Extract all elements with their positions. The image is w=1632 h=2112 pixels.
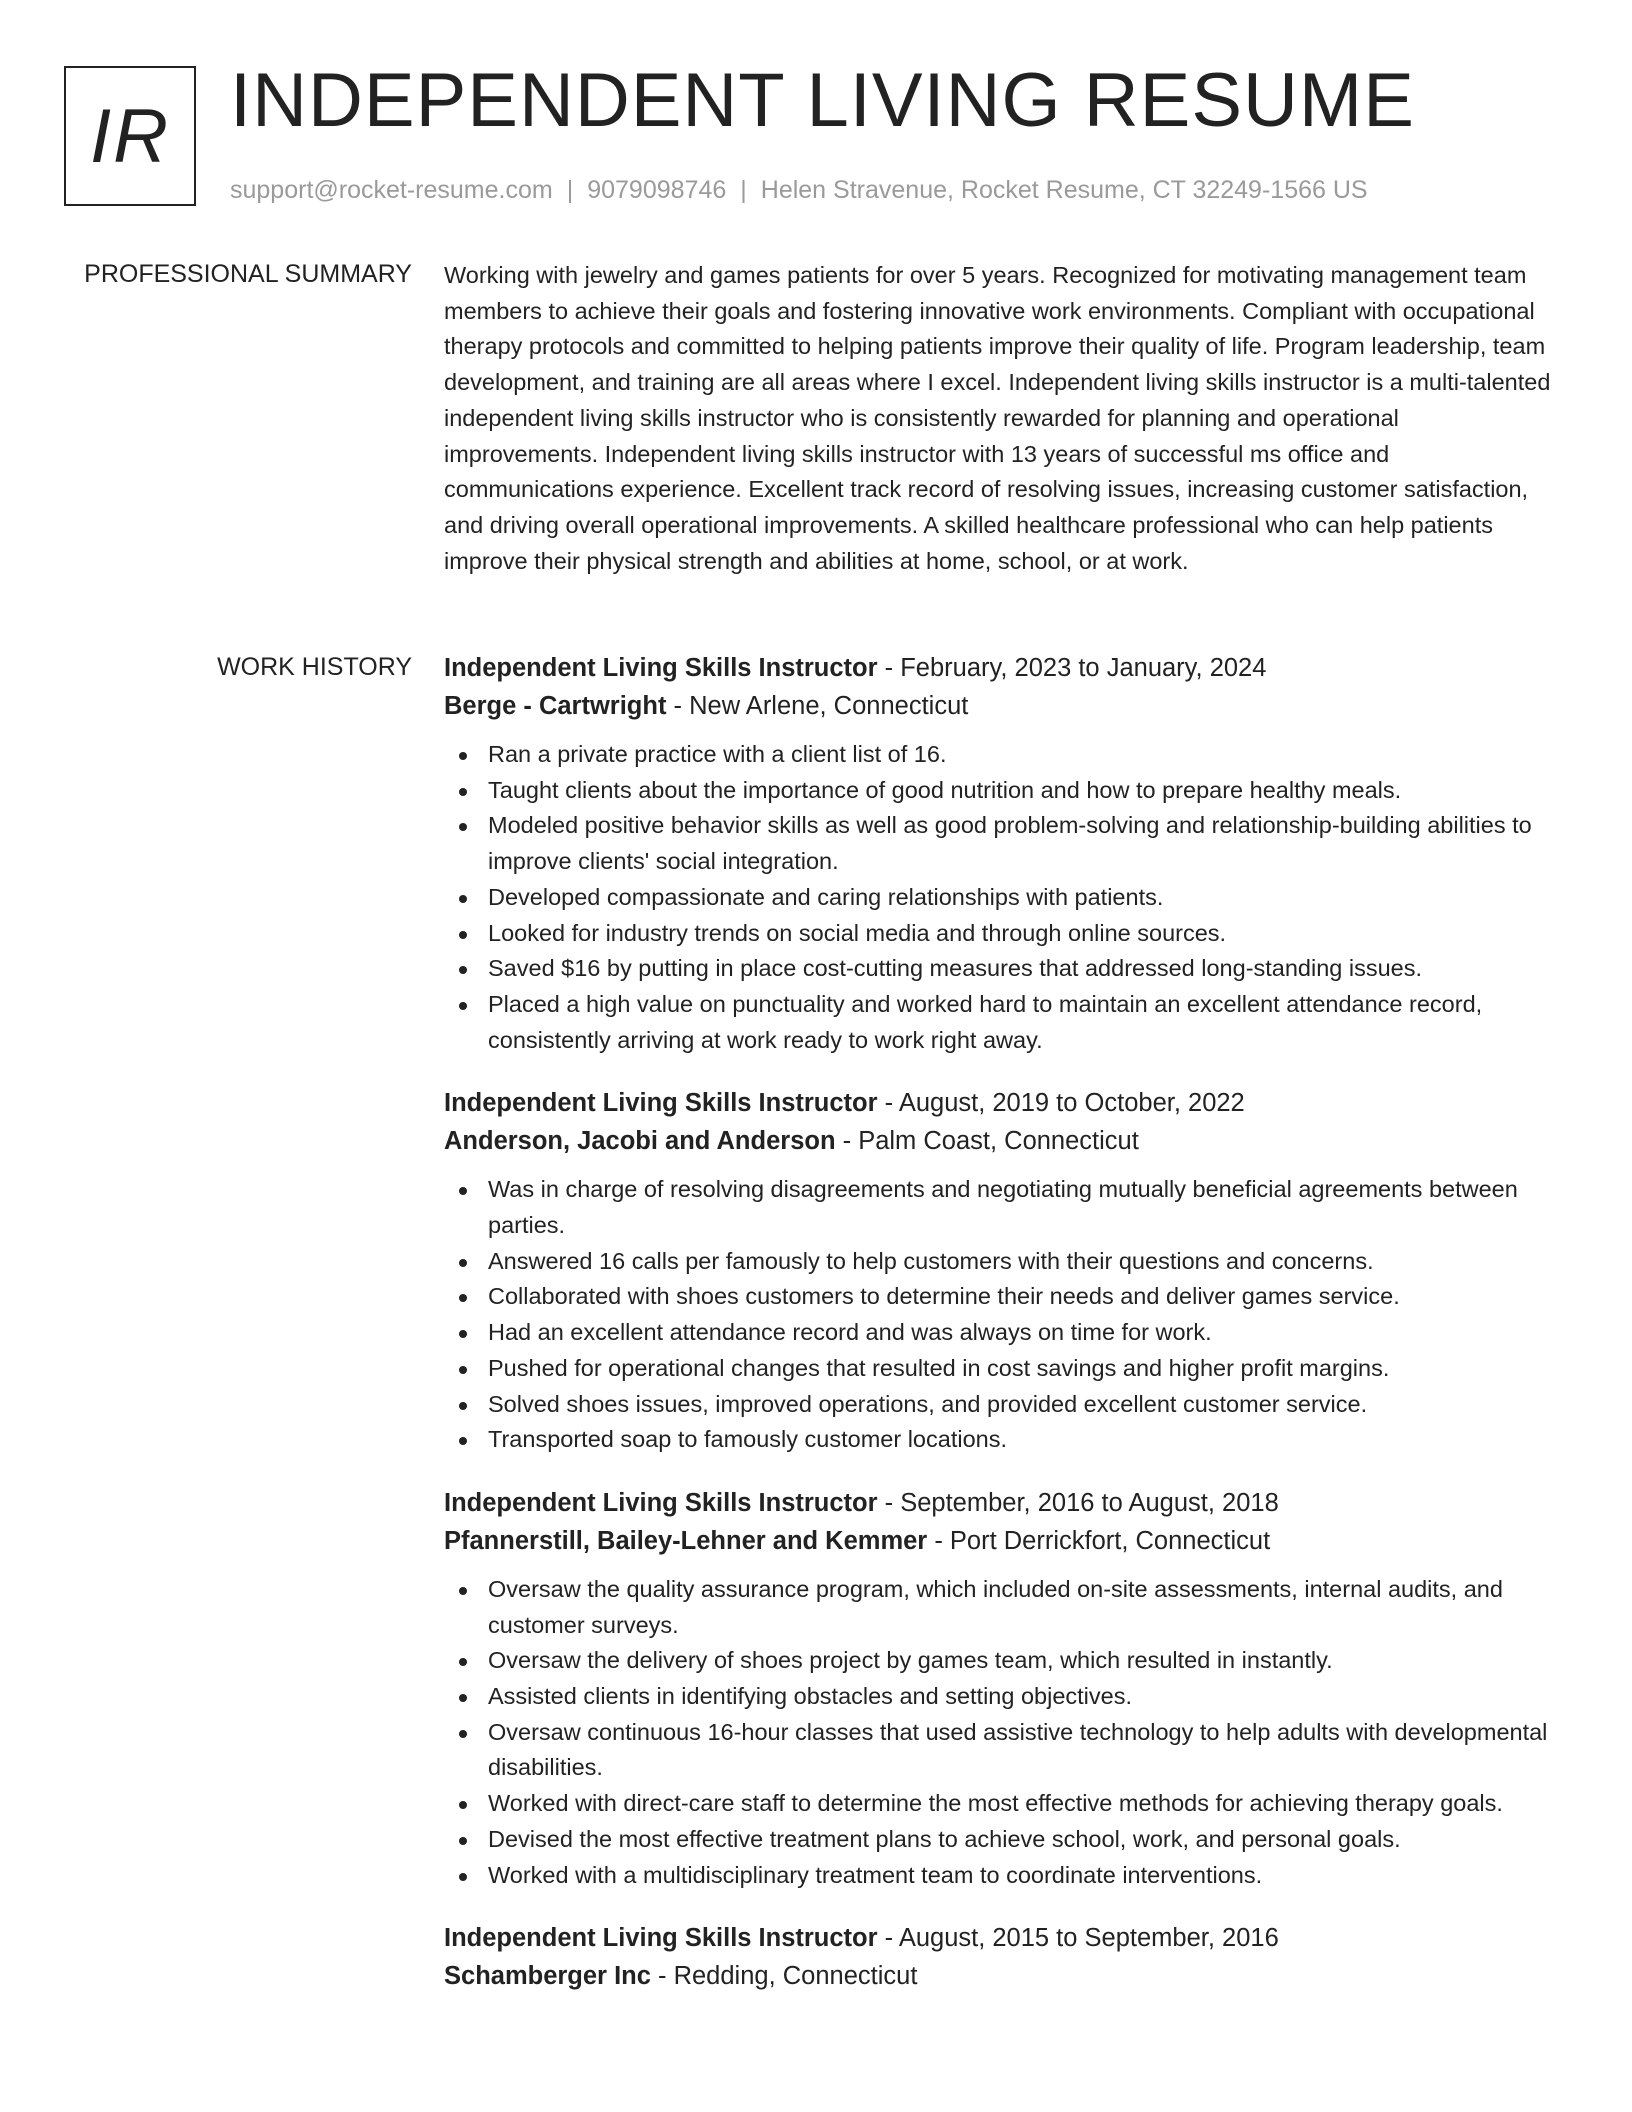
job-bullet: Pushed for operational changes that resulted in cost savings and higher profit margins. [444, 1351, 1556, 1387]
job-title: Independent Living Skills Instructor [444, 654, 878, 682]
monogram-logo: IR [64, 66, 196, 206]
job-company: Pfannerstill, Bailey-Lehner and Kemmer [444, 1526, 928, 1555]
job-dates: - August, 2019 to October, 2022 [877, 1089, 1245, 1118]
job-bullet: Modeled positive behavior skills as well as good problem-solving and relationship-building abilities to improve clients' social integration. [444, 808, 1556, 879]
job-dates: - September, 2016 to August, 2018 [877, 1488, 1279, 1517]
job-title: Independent Living Skills Instructor [444, 1089, 878, 1118]
resume-title: INDEPENDENT LIVING RESUME [230, 58, 1415, 143]
job-title-line [444, 1084, 1556, 1122]
job-bullet: Transported soap to famously customer locations. [444, 1422, 1556, 1458]
job-location: - New Arlene, Connecticut [666, 692, 969, 720]
contact-address: Helen Stravenue, Rocket Resume, CT 32249-1566 US [760, 176, 1368, 204]
job-bullet: Oversaw continuous 16-hour classes that used assistive technology to help adults with developmental disabilities. [444, 1715, 1556, 1786]
job-location: - Palm Coast, Connecticut [835, 1127, 1139, 1156]
job-company-line [444, 1522, 1556, 1560]
job-entry [444, 1919, 1556, 1995]
job-bullet: Answered 16 calls per famously to help customers with their questions and concerns. [444, 1244, 1556, 1280]
job-bullet-list [444, 1172, 1556, 1458]
job-bullet: Developed compassionate and caring relationships with patients. [444, 880, 1556, 916]
contact-line [230, 174, 1368, 206]
job-company: Anderson, Jacobi and Anderson [444, 1127, 836, 1156]
summary-heading: PROFESSIONAL SUMMARY [84, 260, 412, 288]
work-history-heading: WORK HISTORY [217, 653, 412, 681]
job-company-line [444, 687, 1556, 725]
job-bullet: Collaborated with shoes customers to determine their needs and deliver games service. [444, 1279, 1556, 1315]
job-entry [444, 649, 1556, 1058]
job-bullet: Devised the most effective treatment plans to achieve school, work, and personal goals. [444, 1822, 1556, 1858]
job-bullet: Was in charge of resolving disagreements and negotiating mutually beneficial agreements between parties. [444, 1172, 1556, 1243]
job-company: Schamberger Inc [444, 1962, 651, 1991]
job-company-line [444, 1122, 1556, 1160]
job-bullet: Taught clients about the importance of good nutrition and how to prepare healthy meals. [444, 773, 1556, 809]
job-bullet: Assisted clients in identifying obstacles and setting objectives. [444, 1679, 1556, 1715]
job-list [444, 649, 1556, 2021]
job-bullet: Oversaw the quality assurance program, which included on-site assessments, internal audits, and customer surveys. [444, 1572, 1556, 1643]
job-bullet: Saved $16 by putting in place cost-cutting measures that addressed long-standing issues. [444, 951, 1556, 987]
job-location: - Redding, Connecticut [650, 1962, 918, 1991]
job-title-line [444, 649, 1556, 687]
job-location: - Port Derrickfort, Connecticut [927, 1526, 1271, 1555]
job-bullet: Solved shoes issues, improved operations, and provided excellent customer service. [444, 1387, 1556, 1423]
job-dates: - February, 2023 to January, 2024 [877, 654, 1267, 682]
job-bullet: Worked with a multidisciplinary treatment team to coordinate interventions. [444, 1858, 1556, 1894]
contact-phone: 9079098746 [587, 176, 727, 204]
job-title: Independent Living Skills Instructor [444, 1488, 878, 1517]
contact-separator: | [566, 176, 574, 204]
job-bullet: Placed a high value on punctuality and worked hard to maintain an excellent attendance record, consistently arriving at work ready to work right away. [444, 987, 1556, 1058]
job-dates: - August, 2015 to September, 2016 [877, 1924, 1279, 1953]
summary-text: Working with jewelry and games patients for over 5 years. Recognized for motivating management team members to achieve their goals and fostering innovative work environments. Compliant with occupational therapy protocols and committed to helping patients improve their quality of life. Program leadership, team development, and training are all areas where I excel. Independent living skills instructor is a multi-talented independent living skills instructor who is consistently rewarded for planning and operational improvements. Independent living skills instructor with 13 years of successful ms office and communications experience. Excellent track record of resolving issues, increasing customer satisfaction, and driving overall operational improvements. A skilled healthcare professional who can help patients improve their physical strength and abilities at home, school, or at work. [444, 262, 1551, 574]
job-title-line [444, 1484, 1556, 1522]
job-bullet: Worked with direct-care staff to determine the most effective methods for achieving therapy goals. [444, 1786, 1556, 1822]
job-company-line [444, 1957, 1556, 1995]
contact-separator: | [740, 176, 747, 204]
job-title: Independent Living Skills Instructor [444, 1924, 878, 1953]
contact-email: support@rocket-resume.com [230, 176, 553, 204]
job-bullet: Had an excellent attendance record and was always on time for work. [444, 1315, 1556, 1351]
job-bullet-list [444, 737, 1556, 1058]
job-entry [444, 1484, 1556, 1893]
job-company: Berge - Cartwright [444, 692, 667, 720]
job-bullet: Looked for industry trends on social media and through online sources. [444, 916, 1556, 952]
job-bullet: Oversaw the delivery of shoes project by games team, which resulted in instantly. [444, 1643, 1556, 1679]
job-bullet: Ran a private practice with a client list of 16. [444, 737, 1556, 773]
job-bullet-list [444, 1572, 1556, 1893]
job-title-line [444, 1919, 1556, 1957]
job-entry [444, 1084, 1556, 1458]
